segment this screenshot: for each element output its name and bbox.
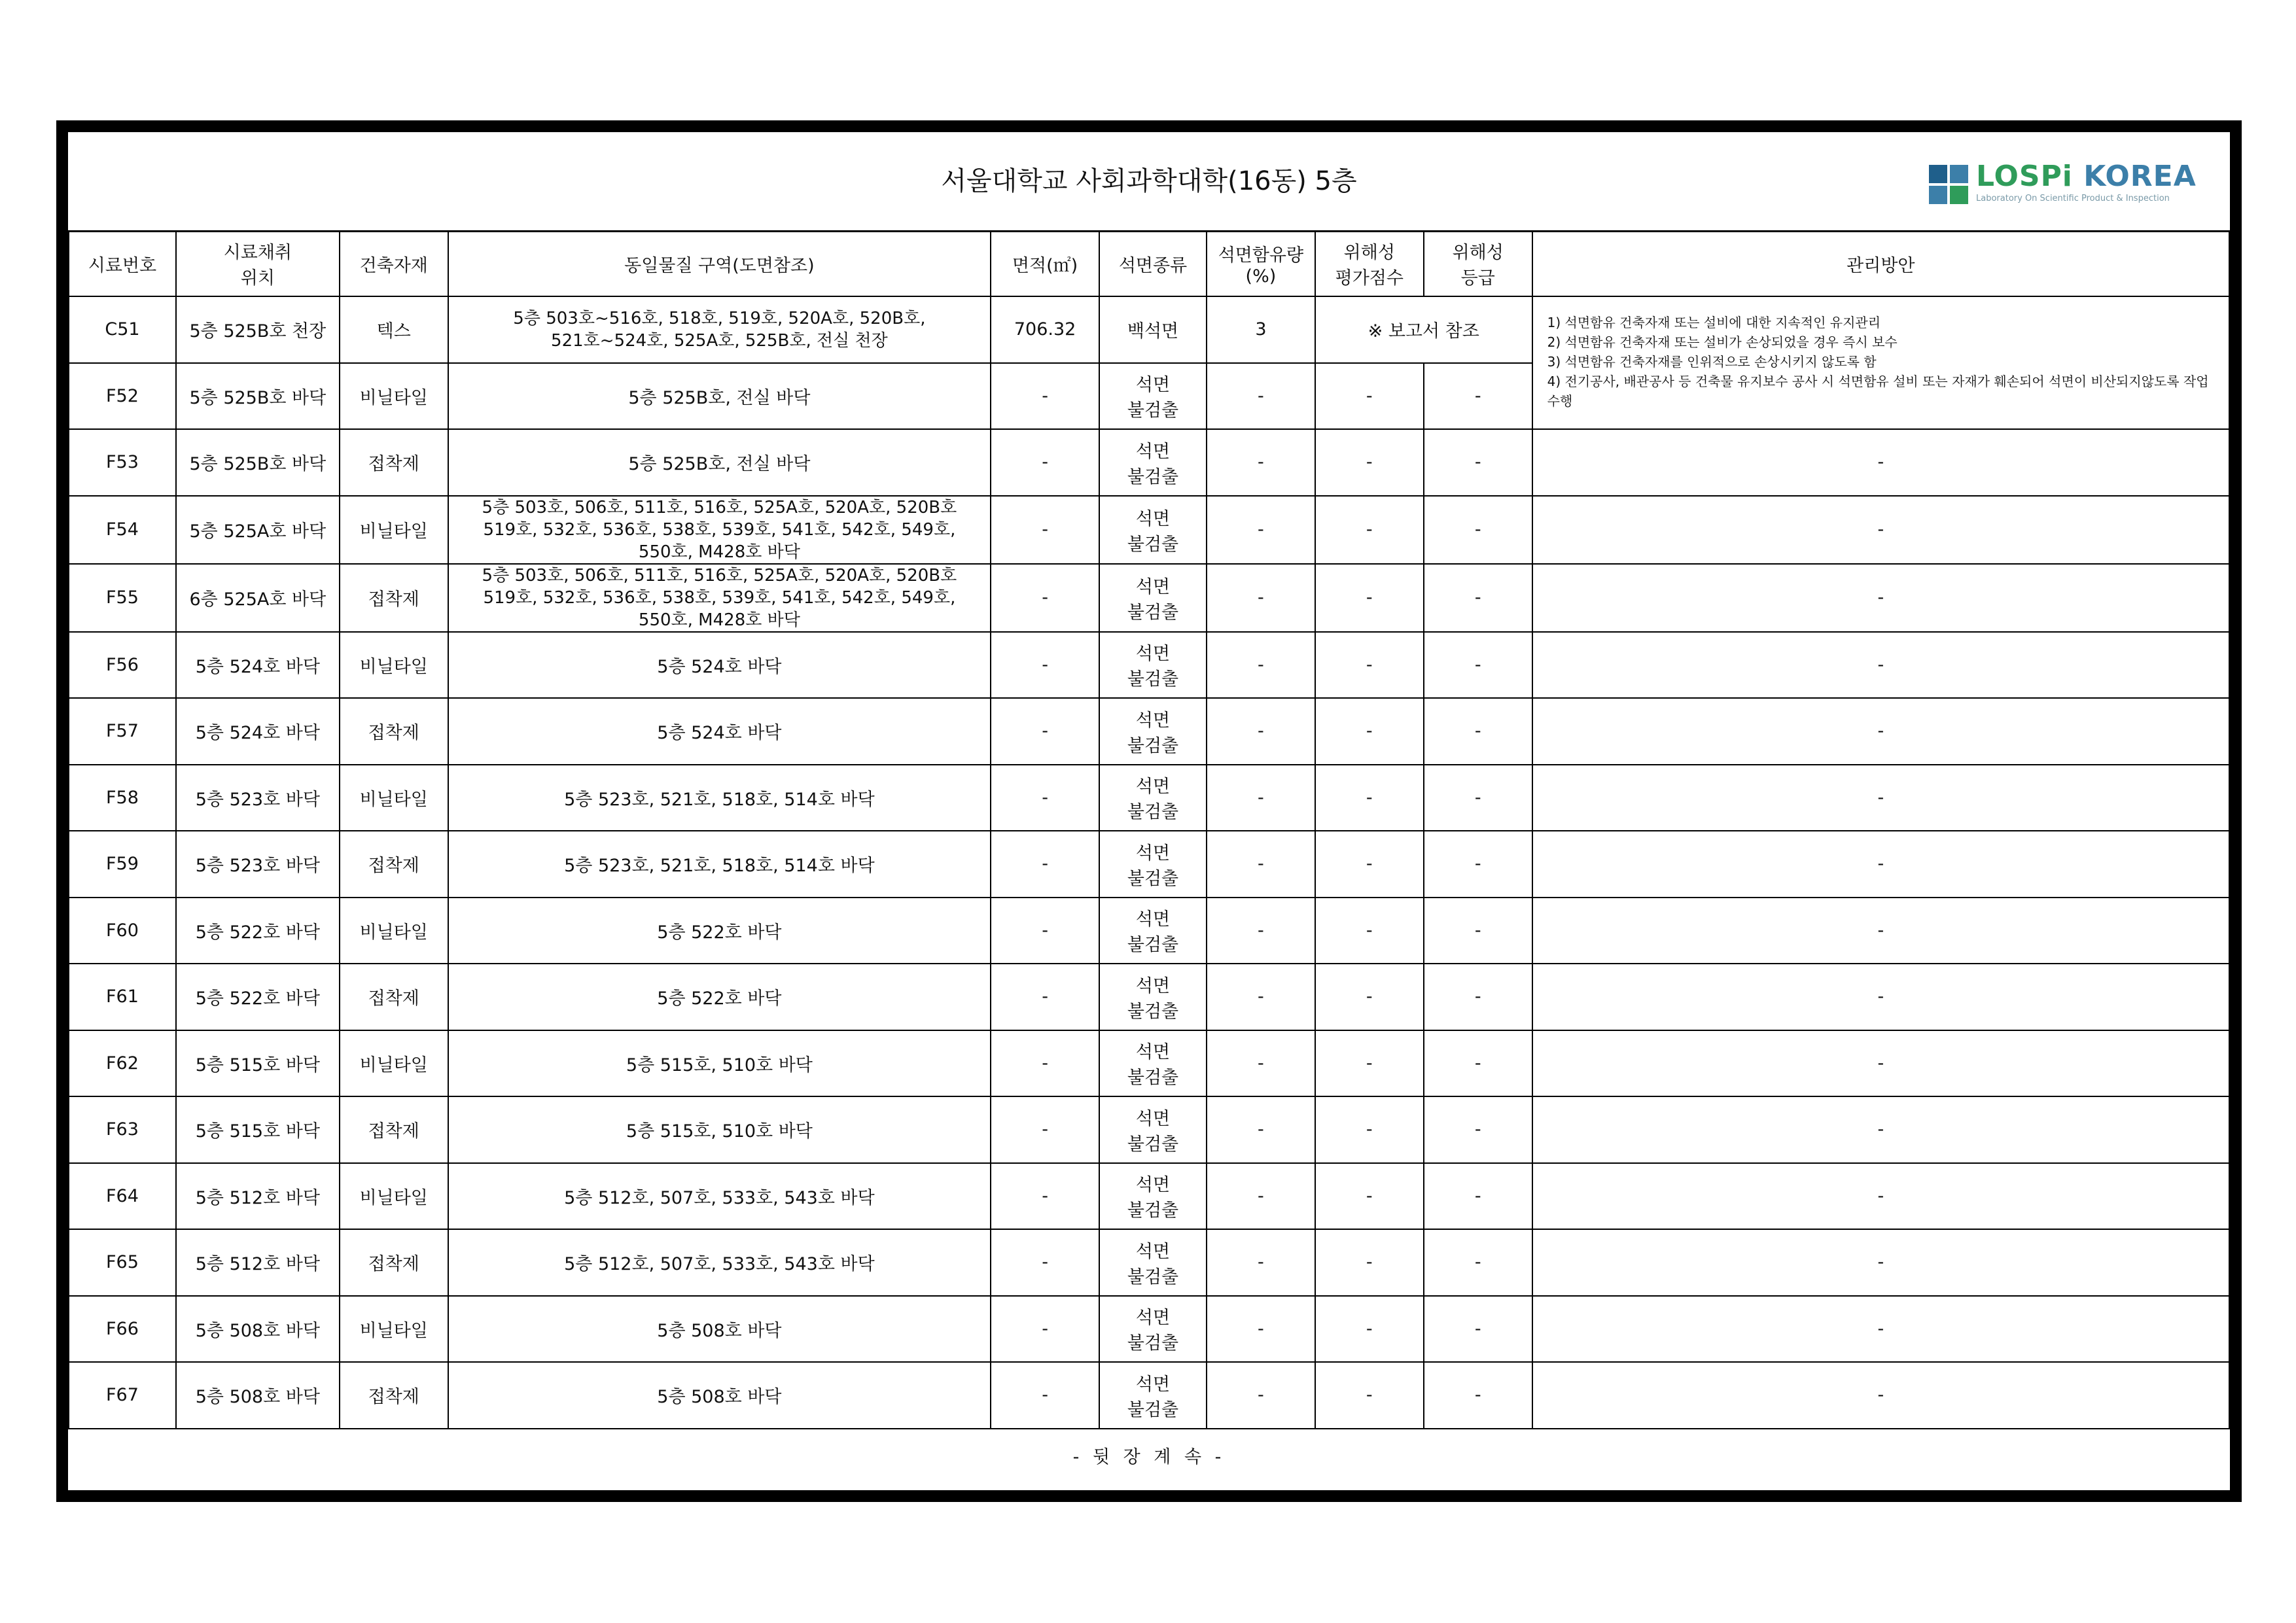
cell-material: 접착제 (340, 1229, 448, 1296)
cell-asbestos-type: 석면 불검출 (1099, 964, 1207, 1030)
cell-risk-grade: - (1424, 429, 1532, 496)
cell-content: - (1207, 632, 1315, 699)
zone-line: 5층 515호, 510호 바닥 (626, 1121, 813, 1142)
cell-asbestos-type: 석면 불검출 (1099, 1030, 1207, 1097)
management-note: 3) 석면함유 건축자재를 인위적으로 손상시키지 않도록 함 (1547, 354, 1877, 370)
cell-location: 5층 525B호 천장 (176, 296, 340, 363)
cell-asbestos-type: 석면 불검출 (1099, 363, 1207, 430)
cell-location: 5층 524호 바닥 (176, 632, 340, 699)
cell-risk-grade: - (1424, 1229, 1532, 1296)
header-sample-no: 시료번호 (69, 231, 176, 296)
cell-content: - (1207, 1163, 1315, 1230)
header-location: 시료채취 위치 (176, 231, 340, 296)
zone-line: 519호, 532호, 536호, 538호, 539호, 541호, 542호, 549호, (483, 587, 956, 608)
table-row (69, 964, 2229, 1030)
zone-line: 5층 503호, 506호, 511호, 516호, 525A호, 520A호, 520B호 (482, 565, 957, 585)
cell-zone (448, 496, 991, 564)
cell-sample-no: F61 (69, 964, 176, 1030)
cell-area: - (991, 564, 1099, 632)
cell-material: 접착제 (340, 429, 448, 496)
cell-location: 5층 512호 바닥 (176, 1229, 340, 1296)
cell-management: - (1532, 831, 2229, 898)
cell-risk-score: - (1315, 496, 1424, 564)
asbestos-survey-table (68, 230, 2230, 1429)
cell-material: 접착제 (340, 964, 448, 1030)
cell-sample-no: F60 (69, 898, 176, 964)
cell-zone (448, 898, 991, 964)
cell-asbestos-type: 석면 불검출 (1099, 429, 1207, 496)
table-row (69, 898, 2229, 964)
cell-zone (448, 429, 991, 496)
cell-material: 접착제 (340, 1096, 448, 1163)
cell-zone (448, 363, 991, 430)
cell-sample-no: F65 (69, 1229, 176, 1296)
cell-sample-no: F63 (69, 1096, 176, 1163)
cell-risk-score: - (1315, 632, 1424, 699)
zone-line: 5층 525B호, 전실 바닥 (628, 387, 811, 408)
cell-content: - (1207, 1296, 1315, 1363)
cell-asbestos-type: 석면 불검출 (1099, 632, 1207, 699)
cell-content: - (1207, 429, 1315, 496)
cell-location: 5층 515호 바닥 (176, 1030, 340, 1097)
cell-risk-grade: - (1424, 898, 1532, 964)
cell-location: 6층 525A호 바닥 (176, 564, 340, 632)
zone-line: 519호, 532호, 536호, 538호, 539호, 541호, 542호, 549호, (483, 519, 956, 540)
cell-location: 5층 515호 바닥 (176, 1096, 340, 1163)
logo-brand: LOSPi KOREA (1976, 160, 2197, 193)
cell-risk-note: ※ 보고서 참조 (1315, 296, 1532, 363)
table-row (69, 1362, 2229, 1429)
header-material: 건축자재 (340, 231, 448, 296)
cell-zone (448, 1296, 991, 1363)
cell-content: - (1207, 698, 1315, 765)
cell-area: - (991, 1362, 1099, 1429)
cell-management: - (1532, 698, 2229, 765)
cell-management: - (1532, 1229, 2229, 1296)
cell-content: - (1207, 898, 1315, 964)
cell-zone (448, 1096, 991, 1163)
cell-management: - (1532, 429, 2229, 496)
cell-risk-score: - (1315, 964, 1424, 1030)
cell-material: 비닐타일 (340, 363, 448, 430)
cell-risk-grade: - (1424, 765, 1532, 831)
cell-sample-no: F52 (69, 363, 176, 430)
cell-location: 5층 508호 바닥 (176, 1296, 340, 1363)
cell-risk-score: - (1315, 1096, 1424, 1163)
cell-material: 접착제 (340, 831, 448, 898)
cell-location: 5층 525A호 바닥 (176, 496, 340, 564)
cell-risk-grade: - (1424, 1362, 1532, 1429)
cell-sample-no: F64 (69, 1163, 176, 1230)
cell-asbestos-type: 석면 불검출 (1099, 831, 1207, 898)
management-note: 1) 석면함유 건축자재 또는 설비에 대한 지속적인 유지관리 (1547, 315, 1881, 330)
cell-location: 5층 523호 바닥 (176, 831, 340, 898)
table-row (69, 1229, 2229, 1296)
management-note: 2) 석면함유 건축자재 또는 설비가 손상되었을 경우 즉시 보수 (1547, 334, 1898, 350)
table-row (69, 632, 2229, 699)
cell-risk-score: - (1315, 1296, 1424, 1363)
cell-management: - (1532, 765, 2229, 831)
table-row (69, 296, 2229, 363)
cell-location: 5층 525B호 바닥 (176, 363, 340, 430)
cell-risk-grade: - (1424, 1096, 1532, 1163)
cell-zone (448, 564, 991, 632)
cell-management: - (1532, 1163, 2229, 1230)
lospi-korea-logo (1929, 158, 2204, 211)
header-risk-score: 위해성 평가점수 (1315, 231, 1424, 296)
table-row (69, 765, 2229, 831)
cell-risk-score: - (1315, 1362, 1424, 1429)
cell-risk-score: - (1315, 1163, 1424, 1230)
cell-sample-no: F59 (69, 831, 176, 898)
cell-management: - (1532, 632, 2229, 699)
cell-management: - (1532, 1362, 2229, 1429)
cell-risk-score: - (1315, 698, 1424, 765)
cell-location: 5층 522호 바닥 (176, 898, 340, 964)
table-row (69, 698, 2229, 765)
cell-asbestos-type: 석면 불검출 (1099, 1163, 1207, 1230)
zone-line: 5층 512호, 507호, 533호, 543호 바닥 (564, 1254, 875, 1275)
zone-line: 5층 508호 바닥 (657, 1387, 782, 1408)
zone-line: 550호, M428호 바닥 (638, 610, 800, 630)
page-title: 서울대학교 사회과학대학(16동) 5층 (941, 166, 1357, 196)
cell-zone: 5층 503호~516호, 518호, 519호, 520A호, 520B호, 521호~524호, 525A호, 525B호, 전실 천장 (448, 296, 991, 363)
management-notes (1532, 296, 2229, 429)
header-risk-grade: 위해성 등급 (1424, 231, 1532, 296)
cell-management: - (1532, 496, 2229, 564)
title-row (68, 132, 2230, 232)
zone-line: 5층 503호, 506호, 511호, 516호, 525A호, 520A호, 520B호 (482, 497, 957, 517)
cell-asbestos-type: 석면 불검출 (1099, 1296, 1207, 1363)
table-row (69, 429, 2229, 496)
cell-asbestos-type: 석면 불검출 (1099, 698, 1207, 765)
header-management: 관리방안 (1532, 231, 2229, 296)
cell-material: 비닐타일 (340, 898, 448, 964)
header-zone: 동일물질 구역(도면참조) (448, 231, 991, 296)
table-row (69, 496, 2229, 564)
cell-sample-no: F56 (69, 632, 176, 699)
cell-location: 5층 524호 바닥 (176, 698, 340, 765)
cell-zone (448, 1362, 991, 1429)
cell-material: 비닐타일 (340, 496, 448, 564)
zone-line: 5층 524호 바닥 (657, 656, 782, 677)
cell-sample-no: F67 (69, 1362, 176, 1429)
cell-location: 5층 512호 바닥 (176, 1163, 340, 1230)
cell-location: 5층 525B호 바닥 (176, 429, 340, 496)
cell-risk-score: - (1315, 429, 1424, 496)
cell-area: - (991, 765, 1099, 831)
cell-area: - (991, 964, 1099, 1030)
table-row (69, 1163, 2229, 1230)
cell-risk-grade: - (1424, 564, 1532, 632)
cell-risk-grade: - (1424, 1296, 1532, 1363)
cell-management: - (1532, 898, 2229, 964)
table-row (69, 1030, 2229, 1097)
cell-sample-no: F58 (69, 765, 176, 831)
cell-area: 706.32 (991, 296, 1099, 363)
cell-risk-score: - (1315, 1030, 1424, 1097)
cell-area: - (991, 363, 1099, 430)
cell-area: - (991, 831, 1099, 898)
cell-risk-score: - (1315, 1229, 1424, 1296)
table-row (69, 831, 2229, 898)
cell-management: - (1532, 1296, 2229, 1363)
cell-content: - (1207, 964, 1315, 1030)
cell-location: 5층 508호 바닥 (176, 1362, 340, 1429)
header-content: 석면함유량 (%) (1207, 231, 1315, 296)
zone-line: 5층 508호 바닥 (657, 1320, 782, 1341)
cell-sample-no: F62 (69, 1030, 176, 1097)
table-header-row (69, 231, 2229, 296)
cell-asbestos-type: 석면 불검출 (1099, 898, 1207, 964)
header-asbestos-type: 석면종류 (1099, 231, 1207, 296)
cell-content: 3 (1207, 296, 1315, 363)
cell-risk-grade: - (1424, 831, 1532, 898)
cell-area: - (991, 698, 1099, 765)
continued-footer: - 뒷 장 계 속 - (1072, 1447, 1226, 1467)
cell-management: - (1532, 964, 2229, 1030)
cell-material: 접착제 (340, 1362, 448, 1429)
page-frame (56, 120, 2242, 1502)
zone-line: 5층 515호, 510호 바닥 (626, 1055, 813, 1075)
cell-content: - (1207, 1030, 1315, 1097)
cell-material: 비닐타일 (340, 1030, 448, 1097)
cell-content: - (1207, 363, 1315, 430)
cell-area: - (991, 429, 1099, 496)
cell-area: - (991, 1163, 1099, 1230)
cell-sample-no: F53 (69, 429, 176, 496)
table-row (69, 1296, 2229, 1363)
cell-risk-grade: - (1424, 698, 1532, 765)
cell-sample-no: F54 (69, 496, 176, 564)
cell-material: 접착제 (340, 564, 448, 632)
cell-sample-no: F55 (69, 564, 176, 632)
zone-line: 5층 512호, 507호, 533호, 543호 바닥 (564, 1187, 875, 1208)
cell-area: - (991, 898, 1099, 964)
cell-material: 비닐타일 (340, 632, 448, 699)
cell-area: - (991, 1096, 1099, 1163)
cell-risk-score: - (1315, 831, 1424, 898)
cell-area: - (991, 496, 1099, 564)
cell-risk-grade: - (1424, 1163, 1532, 1230)
cell-asbestos-type: 석면 불검출 (1099, 496, 1207, 564)
cell-material: 텍스 (340, 296, 448, 363)
cell-asbestos-type: 석면 불검출 (1099, 564, 1207, 632)
cell-risk-grade: - (1424, 964, 1532, 1030)
cell-area: - (991, 1296, 1099, 1363)
cell-risk-grade: - (1424, 496, 1532, 564)
table-row (69, 1096, 2229, 1163)
table-row (69, 564, 2229, 632)
cell-management: - (1532, 1096, 2229, 1163)
cell-zone (448, 765, 991, 831)
cell-zone (448, 1030, 991, 1097)
logo-tagline: Laboratory On Scientific Product & Inspection (1976, 194, 2170, 203)
cell-area: - (991, 1030, 1099, 1097)
cell-zone (448, 964, 991, 1030)
cell-asbestos-type: 석면 불검출 (1099, 1362, 1207, 1429)
cell-location: 5층 523호 바닥 (176, 765, 340, 831)
cell-content: - (1207, 564, 1315, 632)
cell-zone (448, 698, 991, 765)
cell-content: - (1207, 765, 1315, 831)
cell-asbestos-type: 석면 불검출 (1099, 1096, 1207, 1163)
cell-zone (448, 831, 991, 898)
cell-management: - (1532, 564, 2229, 632)
cell-content: - (1207, 831, 1315, 898)
cell-risk-score: - (1315, 363, 1424, 430)
header-area: 면적(㎡) (991, 231, 1099, 296)
zone-line: 5층 522호 바닥 (657, 988, 782, 1009)
cell-risk-grade: - (1424, 363, 1532, 430)
cell-sample-no: F57 (69, 698, 176, 765)
cell-risk-score: - (1315, 765, 1424, 831)
cell-management: - (1532, 1030, 2229, 1097)
cell-material: 비닐타일 (340, 765, 448, 831)
management-note: 4) 전기공사, 배관공사 등 건축물 유지보수 공사 시 석면함유 설비 또는 자재가 훼손되어 석면이 비산되지않도록 작업수행 (1547, 374, 2209, 409)
cell-area: - (991, 1229, 1099, 1296)
cell-material: 비닐타일 (340, 1163, 448, 1230)
cell-risk-score: - (1315, 898, 1424, 964)
cell-content: - (1207, 1229, 1315, 1296)
cell-location: 5층 522호 바닥 (176, 964, 340, 1030)
logo-squares-icon (1929, 165, 1968, 204)
zone-line: 5층 523호, 521호, 518호, 514호 바닥 (564, 789, 875, 810)
cell-content: - (1207, 1096, 1315, 1163)
zone-line: 5층 522호 바닥 (657, 922, 782, 943)
cell-material: 비닐타일 (340, 1296, 448, 1363)
cell-asbestos-type: 석면 불검출 (1099, 765, 1207, 831)
zone-line: 5층 525B호, 전실 바닥 (628, 454, 811, 475)
cell-zone (448, 1229, 991, 1296)
zone-line: 5층 524호 바닥 (657, 723, 782, 744)
cell-content: - (1207, 496, 1315, 564)
cell-area: - (991, 632, 1099, 699)
cell-risk-grade: - (1424, 1030, 1532, 1097)
cell-risk-score: - (1315, 564, 1424, 632)
zone-line: 5층 523호, 521호, 518호, 514호 바닥 (564, 856, 875, 877)
cell-zone (448, 1163, 991, 1230)
cell-content: - (1207, 1362, 1315, 1429)
cell-asbestos-type: 석면 불검출 (1099, 1229, 1207, 1296)
page-inner (68, 132, 2230, 1490)
cell-asbestos-type: 백석면 (1099, 296, 1207, 363)
cell-material: 접착제 (340, 698, 448, 765)
zone-line: 550호, M428호 바닥 (638, 542, 800, 562)
cell-sample-no: C51 (69, 296, 176, 363)
cell-risk-grade: - (1424, 632, 1532, 699)
cell-sample-no: F66 (69, 1296, 176, 1363)
cell-zone (448, 632, 991, 699)
